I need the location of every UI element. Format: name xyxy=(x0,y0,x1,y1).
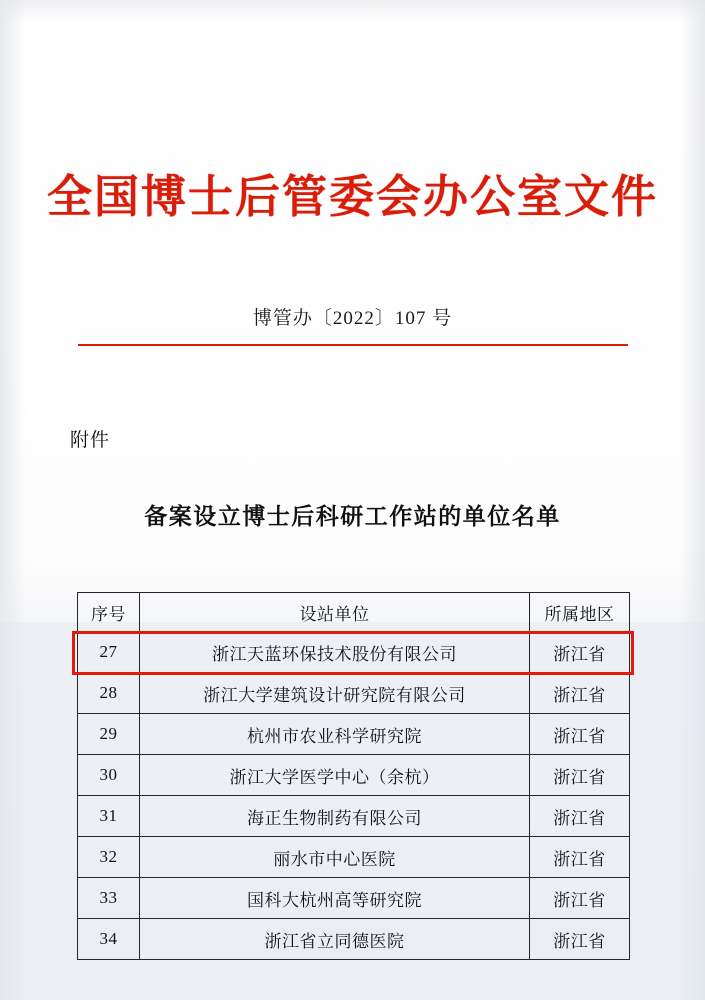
cell-unit: 杭州市农业科学研究院 xyxy=(140,714,530,755)
table-row xyxy=(78,673,630,714)
cell-unit: 丽水市中心医院 xyxy=(140,837,530,878)
table-row xyxy=(78,919,630,960)
attachment-label: 附件 xyxy=(70,430,111,451)
table-row xyxy=(78,796,630,837)
table-row xyxy=(78,755,630,796)
cell-seq: 32 xyxy=(78,837,140,878)
cell-seq: 30 xyxy=(78,755,140,796)
cell-seq: 29 xyxy=(78,714,140,755)
table-header xyxy=(78,593,630,632)
column-header-unit: 设站单位 xyxy=(140,593,530,632)
unit-list-table-container xyxy=(77,592,629,960)
list-title: 备案设立博士后科研工作站的单位名单 xyxy=(144,504,561,529)
cell-unit: 浙江大学医学中心（余杭） xyxy=(140,755,530,796)
cell-region: 浙江省 xyxy=(530,632,630,673)
scan-edge-shading-top xyxy=(0,0,705,22)
cell-unit: 国科大杭州高等研究院 xyxy=(140,878,530,919)
cell-seq: 31 xyxy=(78,796,140,837)
table-row xyxy=(78,837,630,878)
cell-seq: 28 xyxy=(78,673,140,714)
cell-unit: 浙江天蓝环保技术股份有限公司 xyxy=(140,632,530,673)
cell-region: 浙江省 xyxy=(530,878,630,919)
table-row xyxy=(78,714,630,755)
cell-unit: 浙江大学建筑设计研究院有限公司 xyxy=(140,673,530,714)
cell-unit: 浙江省立同德医院 xyxy=(140,919,530,960)
table-row xyxy=(78,632,630,673)
table-row xyxy=(78,878,630,919)
cell-region: 浙江省 xyxy=(530,673,630,714)
cell-region: 浙江省 xyxy=(530,755,630,796)
cell-unit: 海正生物制药有限公司 xyxy=(140,796,530,837)
column-header-region: 所属地区 xyxy=(530,593,630,632)
cell-seq: 34 xyxy=(78,919,140,960)
document-title: 全国博士后管委会办公室文件 xyxy=(46,172,658,222)
table-header-row xyxy=(78,593,630,632)
red-divider-rule xyxy=(78,344,628,346)
cell-region: 浙江省 xyxy=(530,919,630,960)
cell-seq: 27 xyxy=(78,632,140,673)
cell-region: 浙江省 xyxy=(530,837,630,878)
column-header-seq: 序号 xyxy=(78,593,140,632)
document-number: 博管办〔2022〕107 号 xyxy=(252,308,453,329)
cell-region: 浙江省 xyxy=(530,796,630,837)
cell-seq: 33 xyxy=(78,878,140,919)
cell-region: 浙江省 xyxy=(530,714,630,755)
unit-list-table xyxy=(77,592,630,960)
table-body xyxy=(78,632,630,960)
